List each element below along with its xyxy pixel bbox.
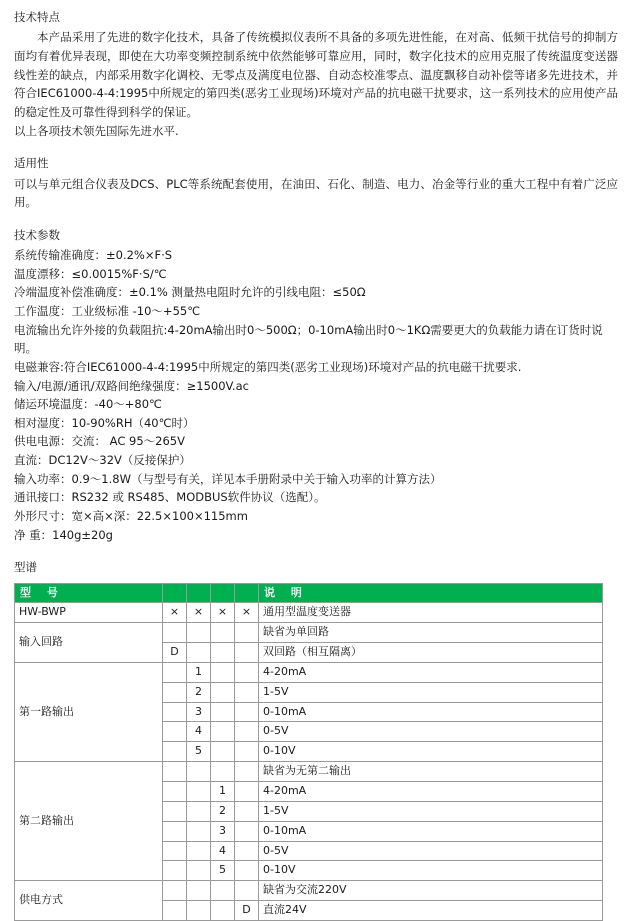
row-code-3 [211,662,235,682]
row-desc: 4-20mA [259,662,603,682]
row-code-3 [211,623,235,643]
row-code-2: 4 [187,722,211,742]
row-code-3: 5 [211,861,235,881]
row-code-3 [211,643,235,663]
row-label: 供电方式 [15,881,163,921]
row-desc: 缺省为无第二输出 [259,762,603,782]
row-code-4: D [235,901,259,921]
tech-features-section [14,8,618,140]
row-code-2: 2 [187,682,211,702]
spacer [14,140,618,154]
row-code-4 [235,801,259,821]
row-code-1 [163,821,187,841]
param-line: 直流：DC12V～32V（反接保护） [14,453,191,468]
row-desc: 通用型温度变送器 [259,603,603,623]
row-desc: 0-10mA [259,821,603,841]
row-code-3: 1 [211,782,235,802]
row-code-1 [163,742,187,762]
row-desc: 0-5V [259,722,603,742]
row-code-4 [235,702,259,722]
row-label: 第二路输出 [15,762,163,881]
applicability-body: 可以与单元组合仪表及DCS、PLC等系统配套使用，在油田、石化、制造、电力、冶金等行业的重大工程中有着广泛应用。 [14,176,618,210]
header-desc: 说 明 [259,583,603,603]
row-code-2: × [187,603,211,623]
row-code-4 [235,742,259,762]
row-desc: 0-10mA [259,702,603,722]
row-desc: 缺省为交流220V [259,881,603,901]
row-code-3: 3 [211,821,235,841]
applicability-section [14,154,618,212]
model-title: 型谱 [14,560,37,575]
row-label: 第一路输出 [15,662,163,761]
row-desc: 1-5V [259,682,603,702]
row-desc: 缺省为单回路 [259,623,603,643]
row-code-4 [235,861,259,881]
param-line: 电磁兼容:符合IEC61000-4-4:1995中所规定的第四类(恶劣工业现场)环境对产品的抗电磁干扰要求. [14,359,522,374]
row-code-2: 3 [187,702,211,722]
row-code-4 [235,662,259,682]
row-code-3: 4 [211,841,235,861]
row-code-1: D [163,643,187,663]
row-desc: 双回路（相互隔离） [259,643,603,663]
row-code-1 [163,881,187,901]
param-line: 通讯接口：RS232 或 RS485、MODBUS软件协议（选配）。 [14,490,326,505]
params-title: 技术参数 [14,227,60,242]
header-model: 型 号 [15,583,163,603]
row-code-3 [211,682,235,702]
row-code-2: 5 [187,742,211,762]
row-code-3: × [211,603,235,623]
row-code-2 [187,782,211,802]
row-code-4 [235,722,259,742]
spacer [14,212,618,226]
row-desc: 1-5V [259,801,603,821]
model-table-wrap [14,583,602,921]
row-code-2: 1 [187,662,211,682]
param-line: 输入/电源/通讯/双路间绝缘强度：≥1500V.ac [14,378,249,393]
row-code-2 [187,643,211,663]
row-code-3: 2 [211,801,235,821]
param-line: 电流输出允许外接的负载阻抗:4-20mA输出时0～500Ω；0-10mA输出时0～1KΩ需要更大的负载能力请在订货时说明。 [14,322,603,356]
row-desc: 0-10V [259,742,603,762]
row-code-2 [187,901,211,921]
row-code-1 [163,722,187,742]
row-code-4 [235,682,259,702]
row-code-4 [235,762,259,782]
row-code-1 [163,682,187,702]
row-code-2 [187,881,211,901]
row-code-3 [211,722,235,742]
row-code-3 [211,881,235,901]
row-code-1 [163,861,187,881]
row-code-2 [187,841,211,861]
row-code-3 [211,901,235,921]
table-row [15,623,603,643]
row-code-2 [187,623,211,643]
row-code-4 [235,821,259,841]
row-code-3 [211,702,235,722]
row-code-1 [163,782,187,802]
param-line: 输入功率：0.9～1.8W（与型号有关，详见本手册附录中关于输入功率的计算方法） [14,471,442,486]
row-label: HW-BWP [15,603,163,623]
param-line: 温度漂移：≤0.0015%F·S/℃ [14,266,167,281]
row-desc: 4-20mA [259,782,603,802]
param-line: 储运环境温度：-40～+80℃ [14,397,162,412]
param-line: 相对湿度：10-90%RH（40℃时） [14,415,195,430]
tech-features-title: 技术特点 [14,10,60,24]
tech-features-body: 本产品采用了先进的数字化技术，具备了传统模拟仪表所不具备的多项先进性能，在对高、低频干扰信号的抑制方面均有着优异表现，即使在大功率变频控制系统中依然能够可靠应用，同时，数字化技术的应用克服了传统温度变送器线性差的缺点，内部采用数字化调校、无零点及满度电位器、自动态校准零点、温度飘移自动补偿等诸多先进技术，并符合IEC61000-4-4:1995中所规定的第四类(恶劣工业现场)环境对产品的抗电磁干扰要求，这一系列技术的应用使产品的稳定性及可靠性得到科学的保证。 [14,30,618,119]
model-section [14,558,618,921]
row-code-3 [211,762,235,782]
row-code-1 [163,801,187,821]
row-code-1 [163,623,187,643]
row-code-1 [163,841,187,861]
row-code-2 [187,861,211,881]
header-spacer-1 [163,583,187,603]
param-line: 外形尺寸：宽×高×深：22.5×100×115mm [14,508,248,523]
row-desc: 0-5V [259,841,603,861]
row-code-1 [163,662,187,682]
table-row [15,762,603,782]
param-line: 工作温度：工业级标准 -10～+55℃ [14,304,201,319]
row-code-1: × [163,603,187,623]
row-code-1 [163,762,187,782]
row-code-1 [163,901,187,921]
spacer [14,544,618,558]
row-code-4 [235,643,259,663]
row-code-4 [235,881,259,901]
row-code-4 [235,623,259,643]
table-header-row [15,583,603,603]
applicability-title: 适用性 [14,156,49,171]
row-desc: 0-10V [259,861,603,881]
header-spacer-3 [211,583,235,603]
row-code-4 [235,841,259,861]
row-code-2 [187,801,211,821]
param-line: 供电电源：交流： AC 95～265V [14,434,185,449]
row-code-2 [187,821,211,841]
params-section [14,226,618,544]
header-spacer-2 [187,583,211,603]
table-row [15,881,603,901]
row-code-4: × [235,603,259,623]
header-spacer-4 [235,583,259,603]
row-desc: 直流24V [259,901,603,921]
row-code-4 [235,782,259,802]
table-row [15,603,603,623]
row-code-1 [163,702,187,722]
param-line: 冷端温度补偿准确度：±0.1% 测量热电阻时允许的引线电阻：≤50Ω [14,285,366,300]
param-line: 系统传输准确度：±0.2%×F·S [14,248,173,263]
row-code-3 [211,742,235,762]
row-label: 输入回路 [15,623,163,663]
table-row [15,662,603,682]
tech-features-note: 以上各项技术领先国际先进水平. [14,123,179,138]
model-spec-table [14,583,603,921]
param-line: 净 重：140g±20g [14,527,113,542]
row-code-2 [187,762,211,782]
